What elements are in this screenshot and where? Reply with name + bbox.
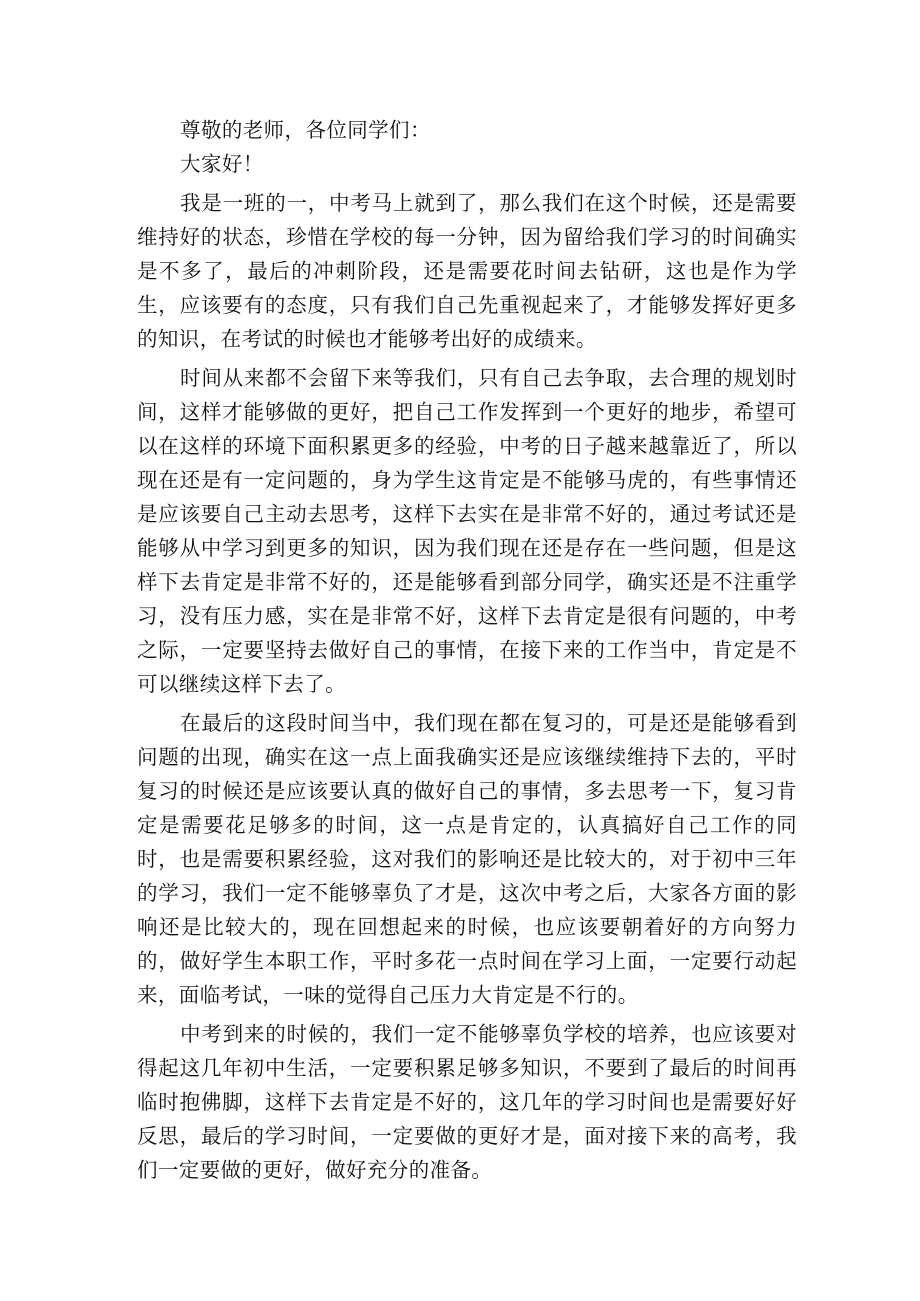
paragraph-2: 时间从来都不会留下来等我们，只有自己去争取，去合理的规划时间，这样才能够做的更好，把自己工作发挥到一个更好的地步，希望可以在这样的环境下面积累更多的经验，中考的日子越来越靠近了，所以现在还是有一定问题的，身为学生这肯定是不能够马虎的，有些事情还是应该要自己主动去思考，这样下去实在是非常不好的，通过考试还是能够从中学习到更多的知识，因为我们现在还是存在一些问题，但是这样下去肯定是非常不好的，还是能够看到部分同学，确实还是不注重学习，没有压力感，实在是非常不好，这样下去肯定是很有问题的，中考之际，一定要坚持去做好自己的事情，在接下来的工作当中，肯定是不可以继续这样下去了。 (137, 366, 797, 696)
paragraph-1: 我是一班的一，中考马上就到了，那么我们在这个时候，还是需要维持好的状态，珍惜在学校的每一分钟，因为留给我们学习的时间确实是不多了，最后的冲刺阶段，还是需要花时间去钻研，这也是作为学生，应该要有的态度，只有我们自己先重视起来了，才能够发挥好更多的知识，在考试的时候也才能够考出好的成绩来。 (137, 191, 797, 351)
paragraph-4: 中考到来的时候的，我们一定不能够辜负学校的培养，也应该要对得起这几年初中生活，一定要积累足够多知识，不要到了最后的时间再临时抱佛脚，这样下去肯定是不好的，这几年的学习时间也是需要好好反思，最后的学习时间，一定要做的更好才是，面对接下来的高考，我们一定要做的更好，做好充分的准备。 (137, 1022, 797, 1182)
salutation: 尊敬的老师，各位同学们： (180, 118, 431, 142)
paragraph-3: 在最后的这段时间当中，我们现在都在复习的，可是还是能够看到问题的出现，确实在这一点上面我确实还是应该继续维持下去的，平时复习的时候还是应该要认真的做好自己的事情，多去思考一下，复习肯定是需要花足够多的时间，这一点是肯定的，认真搞好自己工作的同时，也是需要积累经验，这对我们的影响还是比较大的，对于初中三年的学习，我们一定不能够辜负了才是，这次中考之后，大家各方面的影响还是比较大的，现在回想起来的时候，也应该要朝着好的方向努力的，做好学生本职工作，平时多花一点时间在学习上面，一定要行动起来，面临考试，一味的觉得自己压力大肯定是不行的。 (137, 711, 797, 1007)
greeting: 大家好！ (180, 152, 264, 176)
speech-body (137, 113, 797, 1187)
